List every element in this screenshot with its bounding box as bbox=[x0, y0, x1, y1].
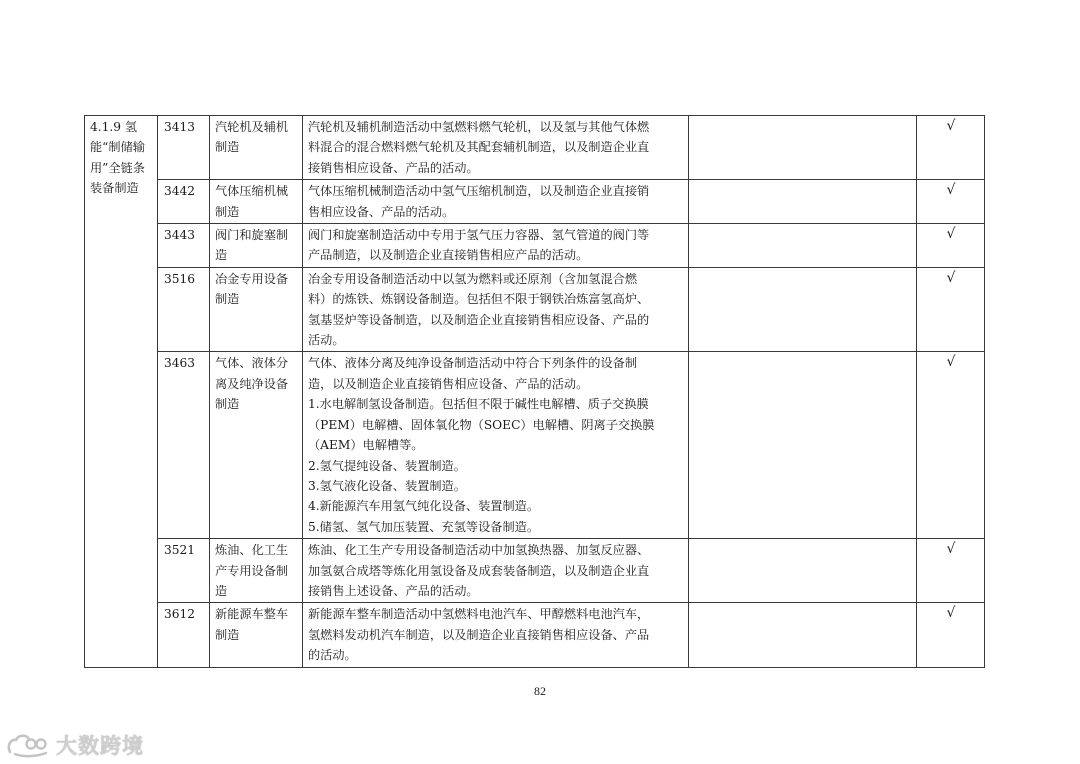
page-number: 82 bbox=[534, 684, 546, 698]
table-row bbox=[85, 267, 985, 352]
description-line: 氢燃料发动机汽车制造，以及制造企业直接销售相应设备、产品 bbox=[308, 627, 650, 642]
industry-name-cell: 气体、液体分离及纯净设备制造 bbox=[210, 352, 303, 539]
industry-table bbox=[84, 115, 985, 668]
industry-name-cell: 新能源车整车制造 bbox=[210, 603, 303, 667]
description-line: 新能源车整车制造活动中氢燃料电池汽车、甲醇燃料电池汽车， bbox=[308, 607, 650, 622]
blank-cell bbox=[689, 603, 917, 667]
category-cell: 4.1.9 氢能“制储输用”全链条装备制造 bbox=[85, 116, 158, 668]
industry-code-cell: 3442 bbox=[158, 180, 210, 224]
industry-code-cell: 3463 bbox=[158, 352, 210, 539]
description-line: 的活动。 bbox=[308, 648, 357, 663]
description-line: 3.氢气液化设备、装置制造。 bbox=[308, 478, 466, 493]
description-line: 活动。 bbox=[308, 333, 345, 348]
description-line: 氢基竖炉等设备制造，以及制造企业直接销售相应设备、产品的 bbox=[308, 312, 650, 327]
industry-code-cell: 3516 bbox=[158, 267, 210, 352]
description-line: 料）的炼铁、炼钢设备制造。包括但不限于钢铁冶炼富氢高炉、 bbox=[308, 292, 650, 307]
description-line: 接销售相应设备、产品的活动。 bbox=[308, 160, 479, 175]
description-line: 4.新能源汽车用氢气纯化设备、装置制造。 bbox=[308, 499, 540, 514]
description-line: 接销售上述设备、产品的活动。 bbox=[308, 583, 479, 598]
check-mark-cell: √ bbox=[917, 539, 985, 603]
check-mark-cell: √ bbox=[917, 603, 985, 667]
description-line: 造，以及制造企业直接销售相应设备、产品的活动。 bbox=[308, 376, 589, 391]
check-mark-cell: √ bbox=[917, 352, 985, 539]
description-line: （AEM）电解槽等。 bbox=[308, 438, 424, 453]
table-row bbox=[85, 539, 985, 603]
blank-cell bbox=[689, 267, 917, 352]
blank-cell bbox=[689, 224, 917, 268]
blank-cell bbox=[689, 539, 917, 603]
description-cell bbox=[303, 603, 689, 667]
industry-name-cell: 汽轮机及辅机制造 bbox=[210, 116, 303, 180]
description-line: （PEM）电解槽、固体氧化物（SOEC）电解槽、阴离子交换膜 bbox=[308, 417, 655, 432]
industry-name-cell: 炼油、化工生产专用设备制造 bbox=[210, 539, 303, 603]
description-cell bbox=[303, 267, 689, 352]
table-row bbox=[85, 116, 985, 180]
description-line: 产品制造，以及制造企业直接销售相应产品的活动。 bbox=[308, 248, 589, 263]
description-cell bbox=[303, 116, 689, 180]
description-cell bbox=[303, 539, 689, 603]
blank-cell bbox=[689, 116, 917, 180]
blank-cell bbox=[689, 180, 917, 224]
industry-code-cell: 3413 bbox=[158, 116, 210, 180]
check-mark-cell: √ bbox=[917, 180, 985, 224]
description-cell bbox=[303, 352, 689, 539]
check-mark-cell: √ bbox=[917, 116, 985, 180]
blank-cell bbox=[689, 352, 917, 539]
table-row bbox=[85, 352, 985, 539]
industry-code-cell: 3521 bbox=[158, 539, 210, 603]
description-line: 炼油、化工生产专用设备制造活动中加氢换热器、加氢反应器、 bbox=[308, 543, 650, 558]
description-line: 2.氢气提纯设备、装置制造。 bbox=[308, 458, 466, 473]
description-line: 1.水电解制氢设备制造。包括但不限于碱性电解槽、质子交换膜 bbox=[308, 397, 649, 412]
description-line: 5.储氢、氢气加压装置、充氢等设备制造。 bbox=[308, 519, 540, 534]
description-cell bbox=[303, 224, 689, 268]
industry-code-cell: 3612 bbox=[158, 603, 210, 667]
description-line: 气体、液体分离及纯净设备制造活动中符合下列条件的设备制 bbox=[308, 356, 638, 371]
table-row bbox=[85, 603, 985, 667]
cloud-logo-icon bbox=[6, 732, 52, 758]
industry-name-cell: 阀门和旋塞制造 bbox=[210, 224, 303, 268]
check-mark-cell: √ bbox=[917, 267, 985, 352]
industry-name-cell: 气体压缩机械制造 bbox=[210, 180, 303, 224]
description-line: 阀门和旋塞制造活动中专用于氢气压力容器、氢气管道的阀门等 bbox=[308, 228, 650, 243]
table-row bbox=[85, 180, 985, 224]
description-line: 加氢氨合成塔等炼化用氢设备及成套装备制造，以及制造企业直 bbox=[308, 563, 650, 578]
description-line: 售相应设备、产品的活动。 bbox=[308, 204, 455, 219]
description-line: 汽轮机及辅机制造活动中氢燃料燃气轮机，以及氢与其他气体燃 bbox=[308, 120, 650, 134]
table-row bbox=[85, 224, 985, 268]
description-line: 气体压缩机械制造活动中氢气压缩机制造，以及制造企业直接销 bbox=[308, 184, 650, 199]
industry-name-cell: 冶金专用设备制造 bbox=[210, 267, 303, 352]
description-cell bbox=[303, 180, 689, 224]
description-line: 冶金专用设备制造活动中以氢为燃料或还原剂（含加氢混合燃 bbox=[308, 271, 638, 286]
watermark bbox=[6, 730, 144, 760]
description-line: 料混合的混合燃料燃气轮机及其配套辅机制造，以及制造企业直 bbox=[308, 140, 650, 155]
check-mark-cell: √ bbox=[917, 224, 985, 268]
industry-code-cell: 3443 bbox=[158, 224, 210, 268]
watermark-text: 大数跨境 bbox=[56, 734, 144, 758]
